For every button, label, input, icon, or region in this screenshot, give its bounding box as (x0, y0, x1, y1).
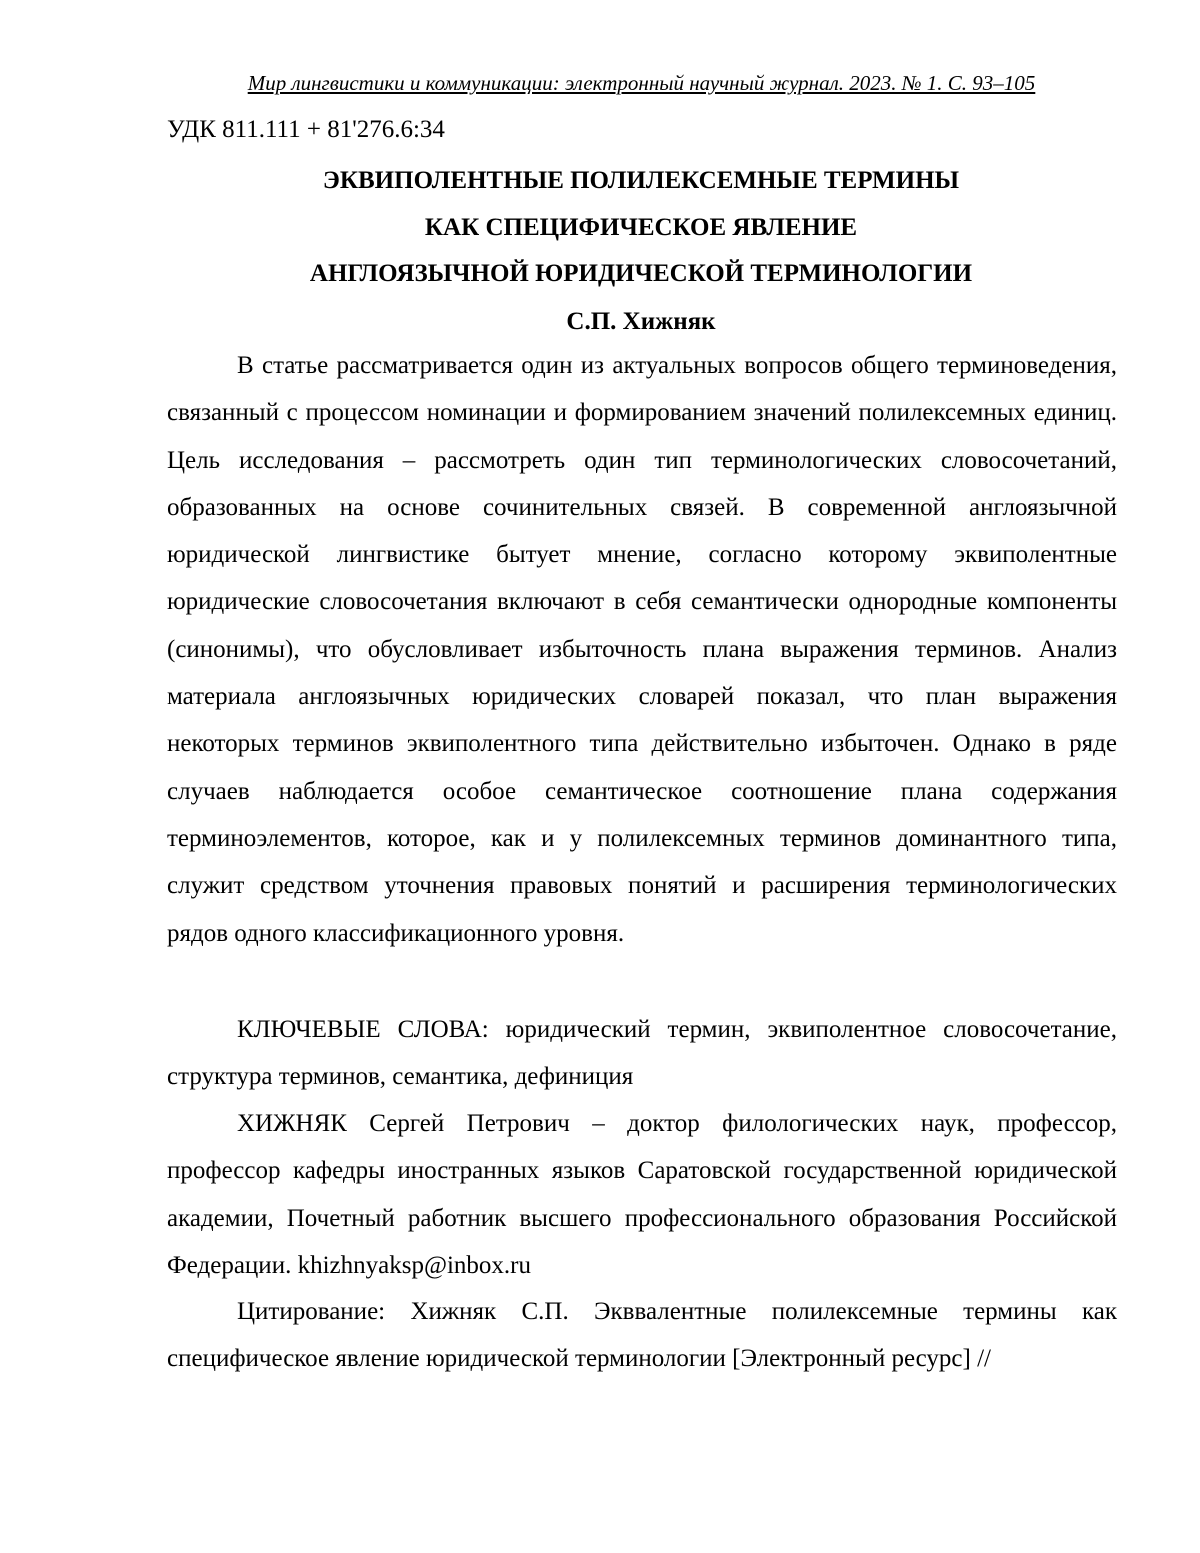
author-info-text: – доктор филологических наук, профессор, профессор кафедры иностранных языков Саратовской государственной юридической академии, Почетный работник высшего профессионального образования Российской Федерации. (167, 1110, 1117, 1279)
keywords-text: юридический термин, эквиполентное словосочетание, структура терминов, семантика, дефиниция (167, 1016, 1117, 1090)
citation-label: Цитирование: (237, 1298, 385, 1325)
article-author: С.П. Хижняк (167, 302, 1115, 342)
title-line-1: ЭКВИПОЛЕНТНЫЕ ПОЛИЛЕКСЕМНЫЕ ТЕРМИНЫ (167, 158, 1115, 205)
author-info-paragraph (167, 1100, 1117, 1289)
keywords-label: КЛЮЧЕВЫЕ СЛОВА: (237, 1016, 489, 1043)
article-title (167, 158, 1115, 298)
abstract-paragraph: В статье рассматривается один из актуальных вопросов общего терминоведения, связанный с процессом номинации и формированием значений полилексемных единиц. Цель исследования – рассмотреть один тип терминологических словосочетаний, образованных на основе сочинительных связей. В современной англоязычной юридической лингвистике бытует мнение, согласно которому эквиполентные юридические словосочетания включают в себя семантически однородные компоненты (синонимы), что обусловливает избыточность плана выражения терминов. Анализ материала англоязычных юридических словарей показал, что план выражения некоторых терминов эквиполентного типа действительно избыточен. Однако в ряде случаев наблюдается особое семантическое соотношение плана содержания терминоэлементов, которое, как и у полилексемных терминов доминантного типа, служит средством уточнения правовых понятий и расширения терминологических рядов одного классификационного уровня. (167, 342, 1117, 957)
author-info-name: ХИЖНЯК Сергей Петрович (237, 1110, 570, 1137)
udk-code: УДК 811.111 + 81'276.6:34 (167, 114, 445, 146)
title-line-2: КАК СПЕЦИФИЧЕСКОЕ ЯВЛЕНИЕ (167, 205, 1115, 252)
title-line-3: АНГЛОЯЗЫЧНОЙ ЮРИДИЧЕСКОЙ ТЕРМИНОЛОГИИ (167, 251, 1115, 298)
citation-text: Хижняк С.П. Экввалентные полилексемные термины как специфическое явление юридической терминологии [Электронный ресурс] // (167, 1298, 1117, 1372)
citation-paragraph (167, 1288, 1117, 1383)
keywords-paragraph (167, 1006, 1117, 1101)
page (0, 0, 1200, 1553)
author-email-link[interactable]: khizhnyaksp@inbox.ru (298, 1252, 531, 1279)
journal-running-header: Мир лингвистики и коммуникации: электронный научный журнал. 2023. № 1. С. 93–105 (0, 70, 1200, 96)
